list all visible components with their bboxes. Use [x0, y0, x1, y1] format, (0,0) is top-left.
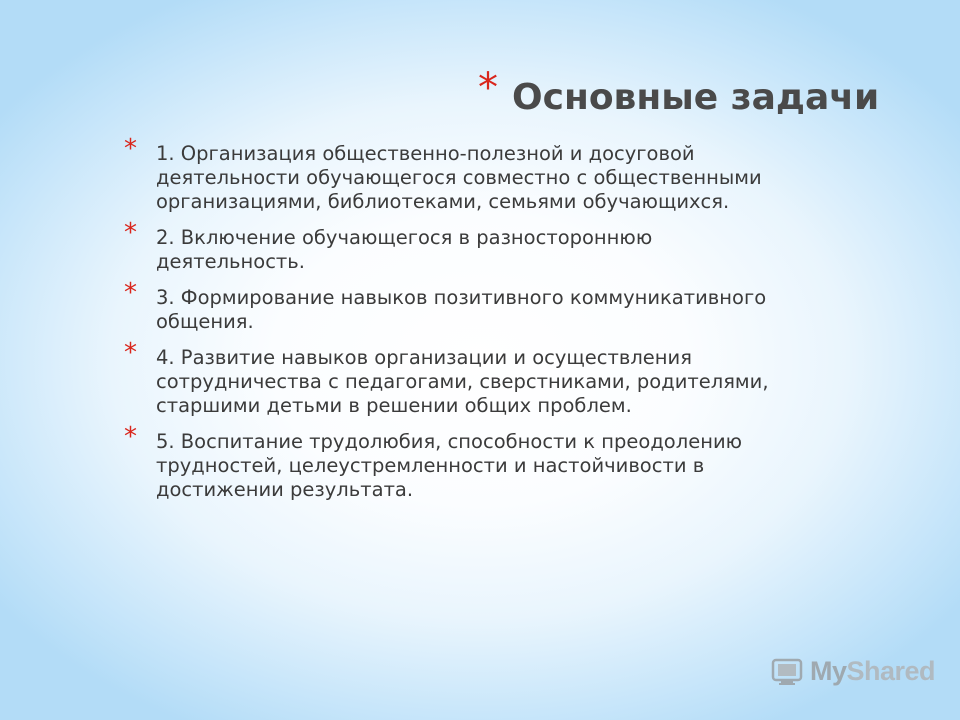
bullet-list	[124, 136, 784, 508]
bullet-asterisk-icon: *	[124, 338, 137, 368]
slide-title: Основные задачи	[512, 77, 880, 118]
watermark-text-shared: Shared	[846, 655, 936, 686]
bullet-text: 5. Воспитание трудолюбия, способности к преодолению трудностей, целеустремленности и настойчивости в достижении результата.	[156, 430, 743, 501]
watermark-text-my: My	[810, 655, 847, 686]
bullet-text: 3. Формирование навыков позитивного коммуникативного общения.	[156, 286, 767, 333]
bullet-text: 2. Включение обучающегося в разностороннюю деятельность.	[156, 226, 653, 273]
bullet-asterisk-icon: *	[124, 422, 137, 452]
title-row	[478, 66, 879, 126]
bullet-asterisk-icon: *	[124, 218, 137, 248]
bullet-asterisk-icon: *	[124, 278, 137, 308]
bullet-item-1	[124, 136, 784, 214]
myshared-watermark[interactable]	[770, 654, 935, 688]
bullet-text: 1. Организация общественно-полезной и досуговой деятельности обучающегося совместно с общественными организациями, библиотеками, семьями обучающихся.	[156, 142, 762, 213]
watermark-text	[810, 656, 935, 687]
bullet-item-3	[124, 280, 784, 334]
bullet-item-2	[124, 220, 784, 274]
bullet-item-5	[124, 424, 784, 502]
bullet-text: 4. Развитие навыков организации и осуществления сотрудничества с педагогами, сверстниками, родителями, старшими детьми в решении общих проблем.	[156, 346, 769, 417]
bullet-asterisk-icon: *	[124, 134, 137, 164]
myshared-logo-icon	[770, 654, 804, 688]
bullet-item-4	[124, 340, 784, 418]
title-asterisk-icon: *	[478, 65, 498, 111]
